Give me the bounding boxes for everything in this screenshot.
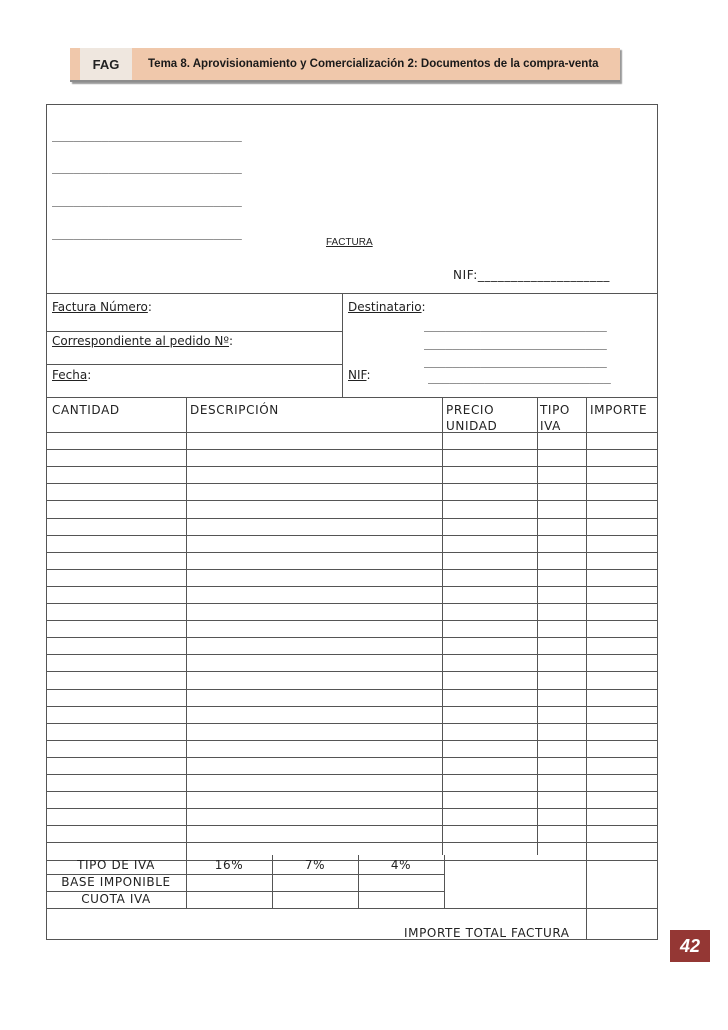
table-row-divider xyxy=(46,706,658,707)
table-row-divider xyxy=(46,740,658,741)
table-column-divider xyxy=(186,397,187,855)
table-row-divider xyxy=(46,757,658,758)
tipo-iva-label: TIPO DE IVA xyxy=(77,858,155,872)
header-title: Tema 8. Aprovisionamiento y Comercialización 2: Documentos de la compra-venta xyxy=(148,58,599,70)
col-header-descripcion: DESCRIPCIÓN xyxy=(190,403,279,417)
iva-column-divider xyxy=(444,855,445,908)
cuota-iva-label: CUOTA IVA xyxy=(81,892,151,906)
sender-line: ___________________________ xyxy=(52,226,242,240)
importe-total-label: IMPORTE TOTAL FACTURA xyxy=(404,926,570,940)
table-row-divider xyxy=(46,466,658,467)
table-row-divider xyxy=(46,535,658,536)
destinatario-line: __________________________ xyxy=(424,318,607,332)
iva-rate: 16% xyxy=(214,858,244,872)
col-header-precio: PRECIO UNIDAD xyxy=(446,403,498,433)
table-row-divider xyxy=(46,432,658,433)
divider xyxy=(46,364,342,365)
page-number: 42 xyxy=(670,930,710,962)
col-header-tipo-iva: TIPO IVA xyxy=(540,403,570,433)
table-row-divider xyxy=(46,552,658,553)
iva-rate: 4% xyxy=(390,858,412,872)
table-row-divider xyxy=(46,483,658,484)
table-row-divider xyxy=(46,620,658,621)
nif-value-line: __________________________ xyxy=(428,370,611,384)
fecha-field: Fecha: xyxy=(52,368,92,382)
divider xyxy=(46,331,342,332)
table-row-divider xyxy=(46,791,658,792)
table-row-divider xyxy=(46,586,658,587)
table-column-divider xyxy=(586,397,587,855)
base-imponible-label: BASE IMPONIBLE xyxy=(61,875,171,889)
table-row-divider xyxy=(46,774,658,775)
iva-row-divider xyxy=(46,908,658,909)
iva-rate: 7% xyxy=(304,858,326,872)
table-row-divider xyxy=(46,689,658,690)
header-banner xyxy=(70,48,620,82)
table-row-divider xyxy=(46,654,658,655)
destinatario-line: __________________________ xyxy=(424,354,607,368)
table-row-divider xyxy=(46,808,658,809)
table-top-border xyxy=(46,397,658,398)
divider xyxy=(342,293,343,397)
table-row-divider xyxy=(46,569,658,570)
table-column-divider xyxy=(442,397,443,855)
divider xyxy=(46,293,658,294)
col-header-cantidad: CANTIDAD xyxy=(52,403,120,417)
table-row-divider xyxy=(46,449,658,450)
sender-line: ___________________________ xyxy=(52,128,242,142)
destinatario-field: Destinatario: xyxy=(348,300,426,314)
table-row-divider xyxy=(46,671,658,672)
table-row-divider xyxy=(46,842,658,843)
table-row-divider xyxy=(46,603,658,604)
nif-line: NIF:____________________ xyxy=(453,268,610,282)
nif-field: NIF: xyxy=(348,368,371,382)
table-row-divider xyxy=(46,518,658,519)
table-row-divider xyxy=(46,500,658,501)
correspondiente-field: Correspondiente al pedido Nº: xyxy=(52,334,234,348)
destinatario-line: __________________________ xyxy=(424,336,607,350)
sender-line: ___________________________ xyxy=(52,160,242,174)
document-title: FACTURA xyxy=(326,237,373,248)
table-row-divider xyxy=(46,723,658,724)
col-header-importe: IMPORTE xyxy=(590,403,648,417)
header-tag: FAG xyxy=(80,48,132,80)
table-row-divider xyxy=(46,825,658,826)
table-row-divider xyxy=(46,637,658,638)
sender-line: ___________________________ xyxy=(52,193,242,207)
importe-column-divider xyxy=(586,855,587,940)
factura-numero-field: Factura Número: xyxy=(52,300,152,314)
table-column-divider xyxy=(537,397,538,855)
